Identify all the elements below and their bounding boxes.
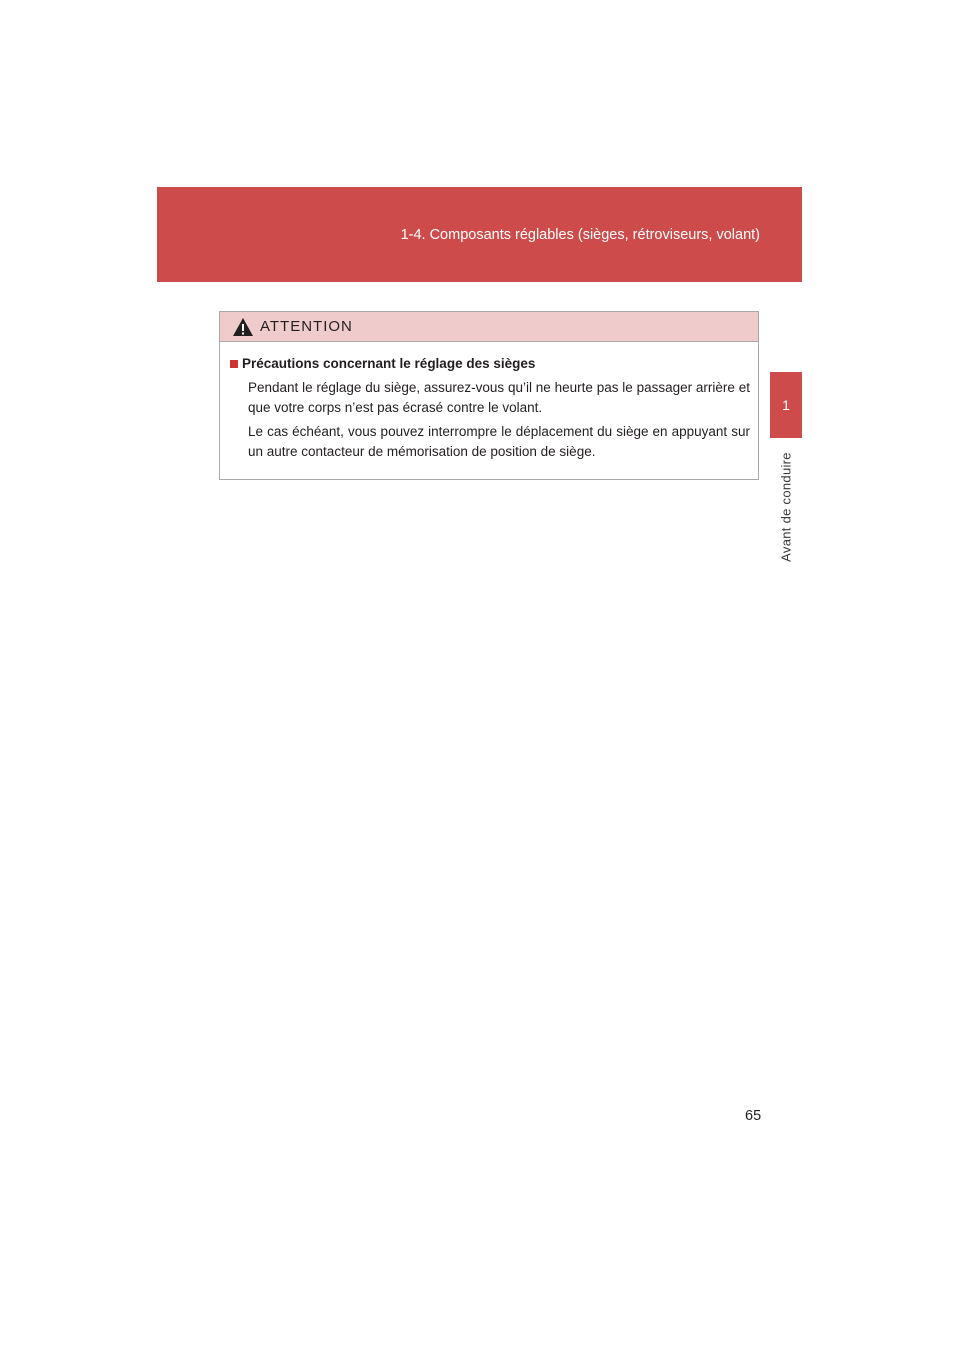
page-number: 65 [745, 1108, 762, 1124]
caution-box [219, 311, 759, 480]
section-title: 1-4. Composants réglables (sièges, rétroviseurs, volant) [400, 227, 760, 243]
warning-triangle-icon [232, 317, 254, 337]
caution-header [220, 312, 758, 342]
caution-item-heading [230, 354, 750, 374]
caution-paragraph-1: Pendant le réglage du siège, assurez-vous qu’il ne heurte pas le passager arrière et que votre corps n’est pas écrasé contre le volant. [248, 380, 750, 415]
caution-paragraph-2: Le cas échéant, vous pouvez interrompre le déplacement du siège en appuyant sur un autre contacteur de mémorisation de position de siège. [248, 424, 750, 459]
caution-body [220, 342, 758, 462]
square-bullet-icon [230, 360, 238, 368]
caution-heading-text: Précautions concernant le réglage des sièges [242, 356, 536, 371]
chapter-tab [770, 372, 802, 438]
section-header-band [157, 187, 802, 282]
chapter-number: 1 [782, 397, 790, 413]
chapter-label: Avant de conduire [778, 452, 794, 562]
caution-title: ATTENTION [260, 318, 353, 335]
